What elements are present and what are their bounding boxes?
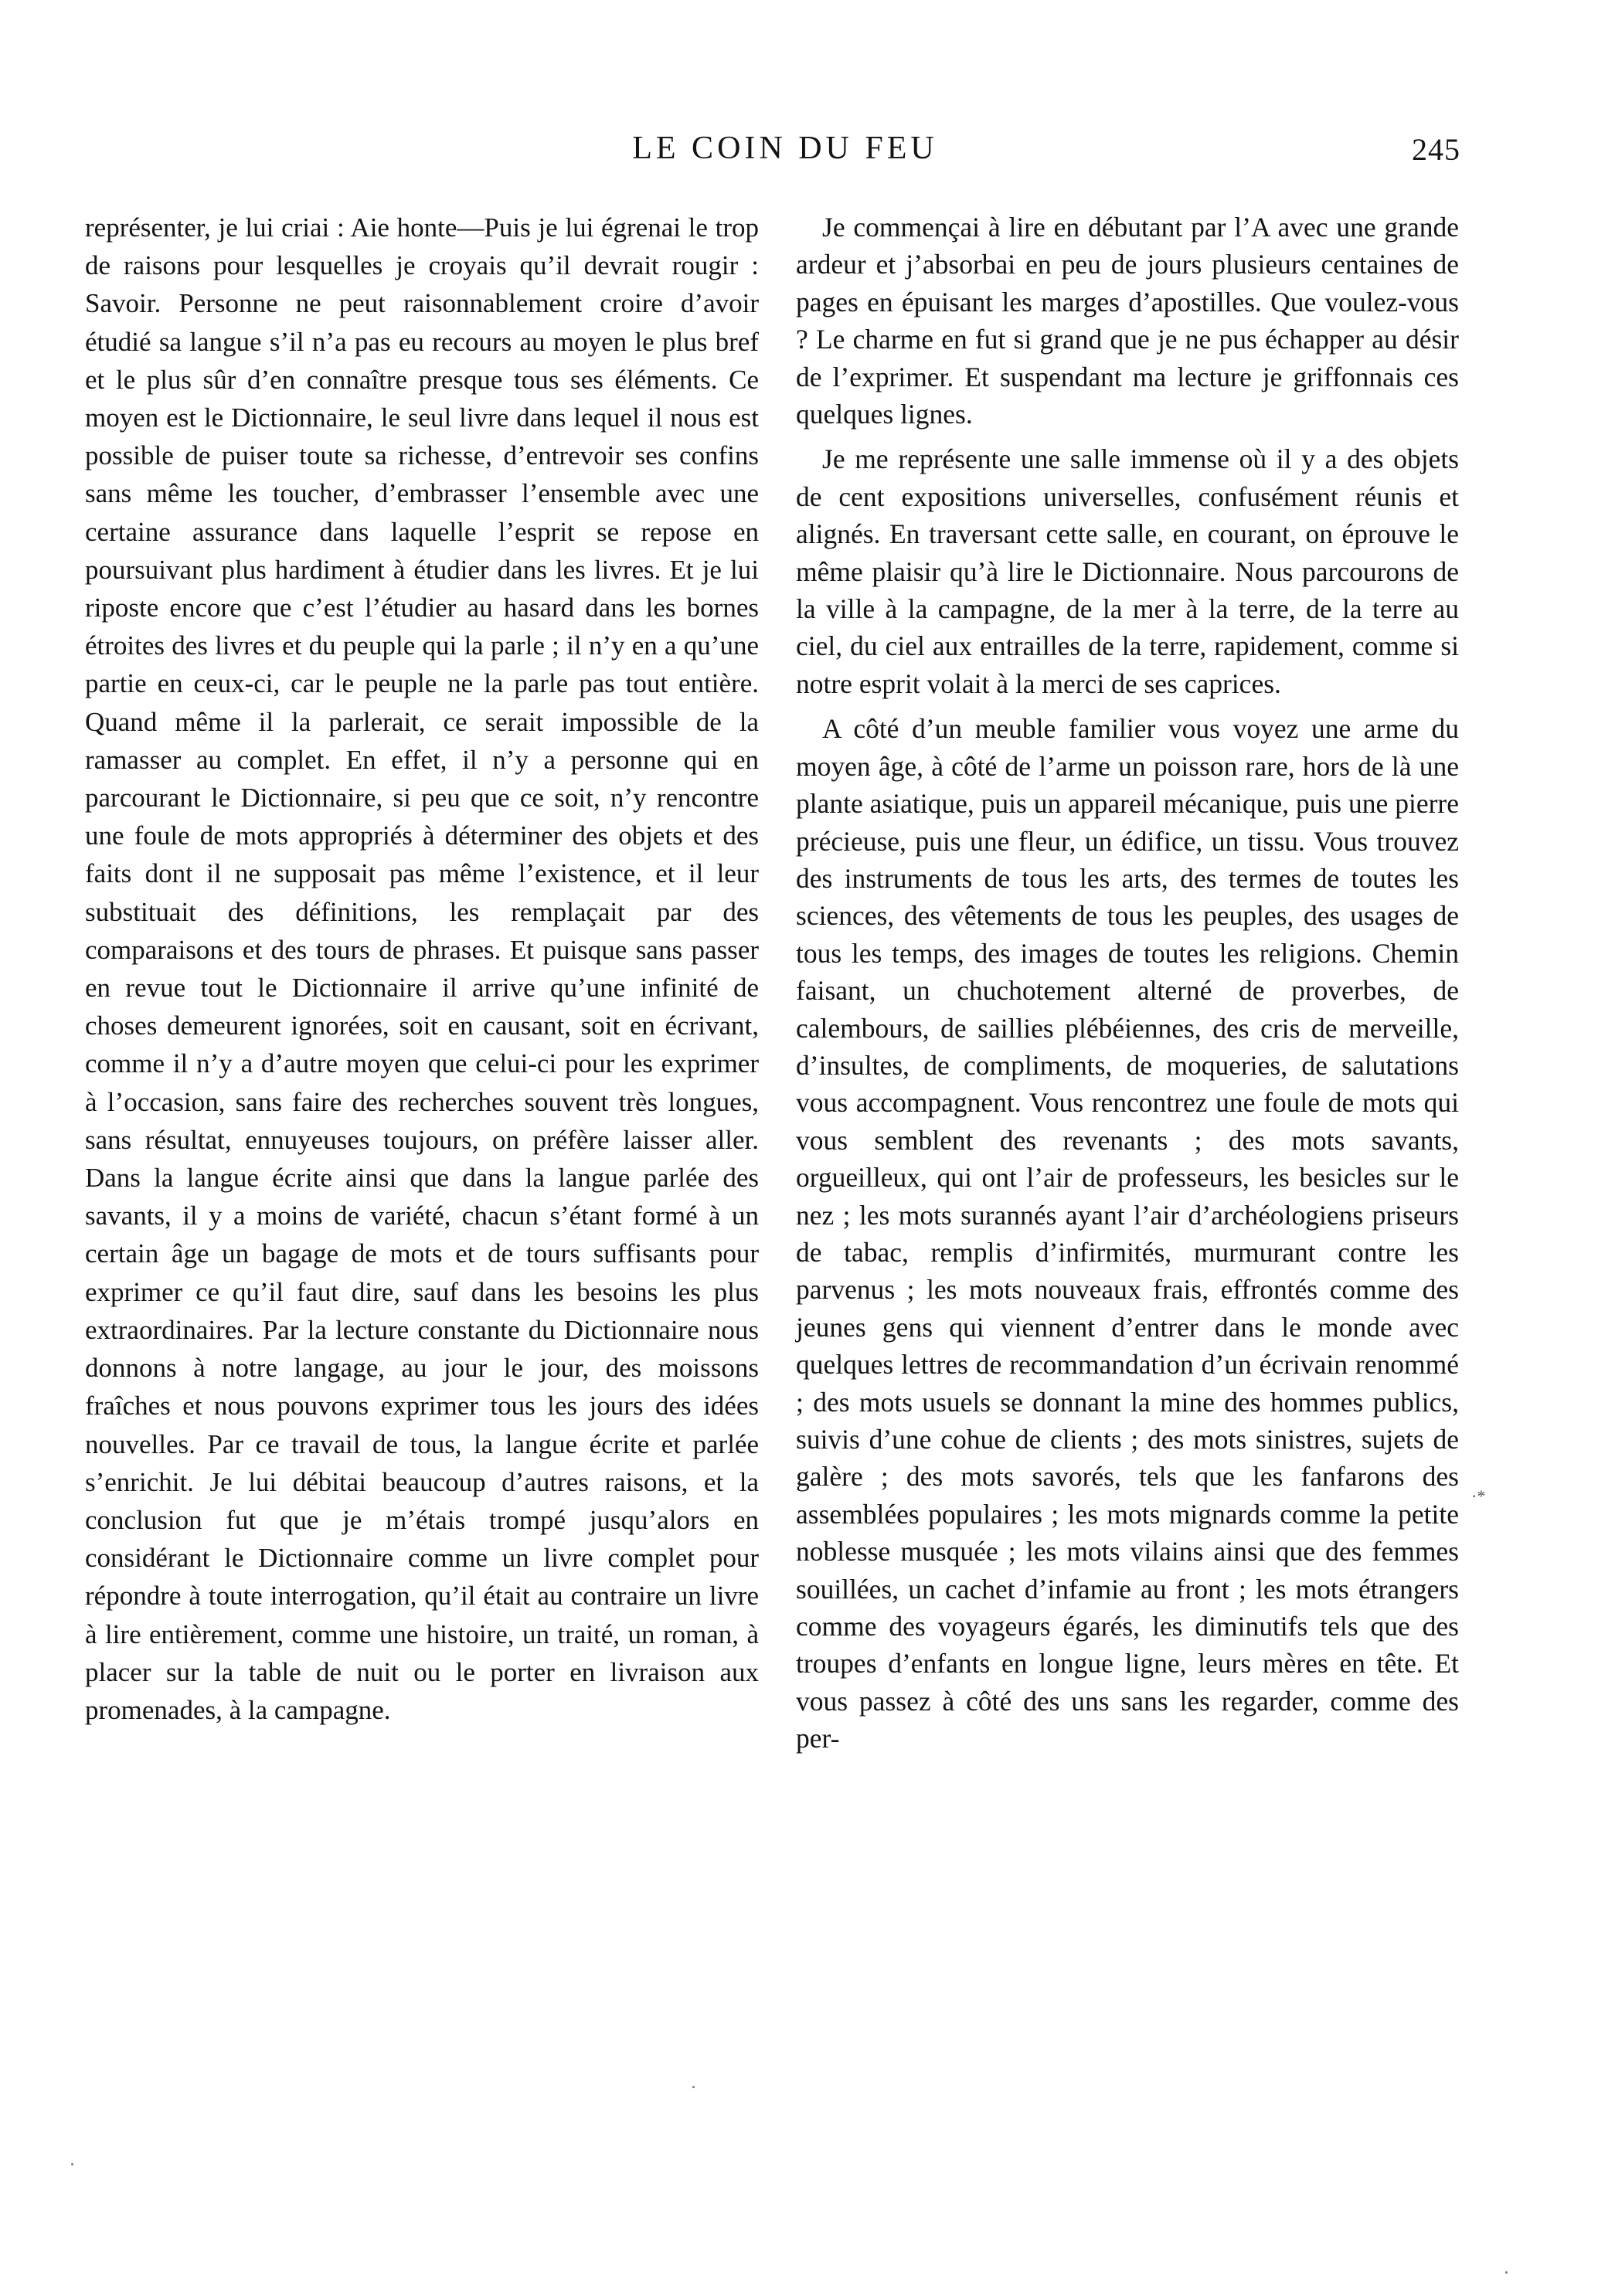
print-speck [1505,2271,1508,2274]
right-column [796,209,1459,1758]
left-column [85,209,759,1729]
left-paragraph-1: représenter, je lui criai : Aie honte—Puis je lui égrenai le trop de raisons pour lesquelles je croyais qu’il devrait rougir : Savoir. Personne ne peut raisonnablement croire d’avoir étudié sa langue s’il n’a pas eu recours au moyen le plus bref et le plus sûr d’en connaître presque tous ses éléments. Ce moyen est le Dictionnaire, le seul livre dans lequel il nous est possible de puiser toute sa richesse, d’entrevoir ses confins sans même les toucher, d’embrasser l’ensemble avec une certaine assurance dans laquelle l’esprit se repose en poursuivant plus hardiment à étudier dans les livres. Et je lui riposte encore que c’est l’étudier au hasard dans les bornes étroites des livres et du peuple qui la parle ; il n’y en a qu’une partie en ceux-ci, car le peuple ne la parle pas tout entière. Quand même il la parlerait, ce serait impossible de la ramasser au complet. En effet, il n’y a personne qui en parcourant le Dictionnaire, si peu que ce soit, n’y rencontre une foule de mots appropriés à déterminer des objets et des faits dont il ne supposait pas même l’existence, et il leur substituait des définitions, les remplaçait par des comparaisons et des tours de phrases. Et puisque sans passer en revue tout le Dictionnaire il arrive qu’une infinité de choses demeurent ignorées, soit en causant, soit en écrivant, comme il n’y a d’autre moyen que celui-ci pour les exprimer à l’occasion, sans faire des recherches souvent très longues, sans résultat, ennuyeuses toujours, on préfère laisser aller. Dans la langue écrite ainsi que dans la langue parlée des savants, il y a moins de variété, chacun s’étant formé à un certain âge un bagage de mots et de tours suffisants pour exprimer ce qu’il faut dire, sauf dans les besoins les plus extraordinaires. Par la lecture constante du Dictionnaire nous donnons à notre langage, au jour le jour, des moissons fraîches et nous pouvons exprimer tous les jours des idées nouvelles. Par ce travail de tous, la langue écrite et parlée s’enrichit. Je lui débitai beaucoup d’autres raisons, et la conclusion fut que je m’étais trompé jusqu’alors en considérant le Dictionnaire comme un livre complet pour répondre à toute interrogation, qu’il était au contraire un livre à lire entièrement, comme une histoire, un traité, un roman, à placer sur la table de nuit ou le porter en livraison aux promenades, à la campagne. [85,212,759,1725]
print-speck [71,2163,73,2165]
running-title-text: LE COIN DU FEU [632,131,938,166]
running-head [0,130,1598,176]
running-title [0,130,1598,167]
print-speck [692,2086,695,2088]
right-paragraph-2: Je me représente une salle immense où il y a des objets de cent expositions universelles, confusément réunis et alignés. En traversant cette salle, en courant, on éprouve le même plaisir qu’à lire le Dictionnaire. Nous parcourons de la ville à la campagne, de la mer à la terre, de la terre au ciel, du ciel aux entrailles de la terre, rapidement, comme si notre esprit volait à la merci de ses caprices. [796,443,1459,699]
right-paragraph-3: A côté d’un meuble familier vous voyez une arme du moyen âge, à côté de l’arme un poisson rare, hors de là une plante asiatique, puis un appareil mécanique, puis une pierre précieuse, puis une fleur, un édifice, un tissu. Vous trouvez des instruments de tous les arts, des termes de toutes les sciences, des vêtements de tous les peuples, des usages de tous les temps, des images de toutes les religions. Chemin faisant, un chuchotement alterné de proverbes, de calembours, de saillies plébéiennes, des cris de merveille, d’insultes, de compliments, de moqueries, de salutations vous accompagnent. Vous rencontrez une foule de mots qui vous semblent des revenants ; des mots savants, orgueilleux, qui ont l’air de professeurs, les besicles sur le nez ; les mots surannés ayant l’air d’archéologiens priseurs de tabac, remplis d’infirmités, murmurant contre les parvenus ; les mots nouveaux frais, effrontés comme des jeunes gens qui viennent d’entrer dans le monde avec quelques lettres de recommandation d’un écrivain renommé ; des mots usuels se donnant la mine des hommes publics, suivis d’une cohue de clients ; des mots sinistres, sujets de galère ; des mots savorés, tels que les fanfarons des assemblées populaires ; les mots mignards comme la petite noblesse musquée ; les mots vilains ainsi que des femmes souillées, un cachet d’infamie au front ; les mots étrangers comme des voyageurs égarés, les diminutifs tels que des troupes d’enfants en longue ligne, leurs mères en tête. Et vous passez à côté des uns sans les regarder, comme des per- [796,713,1459,1754]
page-number: 245 [1412,132,1460,167]
margin-mark: ·* [1471,1486,1486,1506]
right-paragraph-1: Je commençai à lire en débutant par l’A avec une grande ardeur et j’absorbai en peu de jours plusieurs centaines de pages en épuisant les marges d’apostilles. Que voulez-vous ? Le charme en fut si grand que je ne pus échapper au désir de l’exprimer. Et suspendant ma lecture je griffonnais ces quelques lignes. [796,212,1459,430]
